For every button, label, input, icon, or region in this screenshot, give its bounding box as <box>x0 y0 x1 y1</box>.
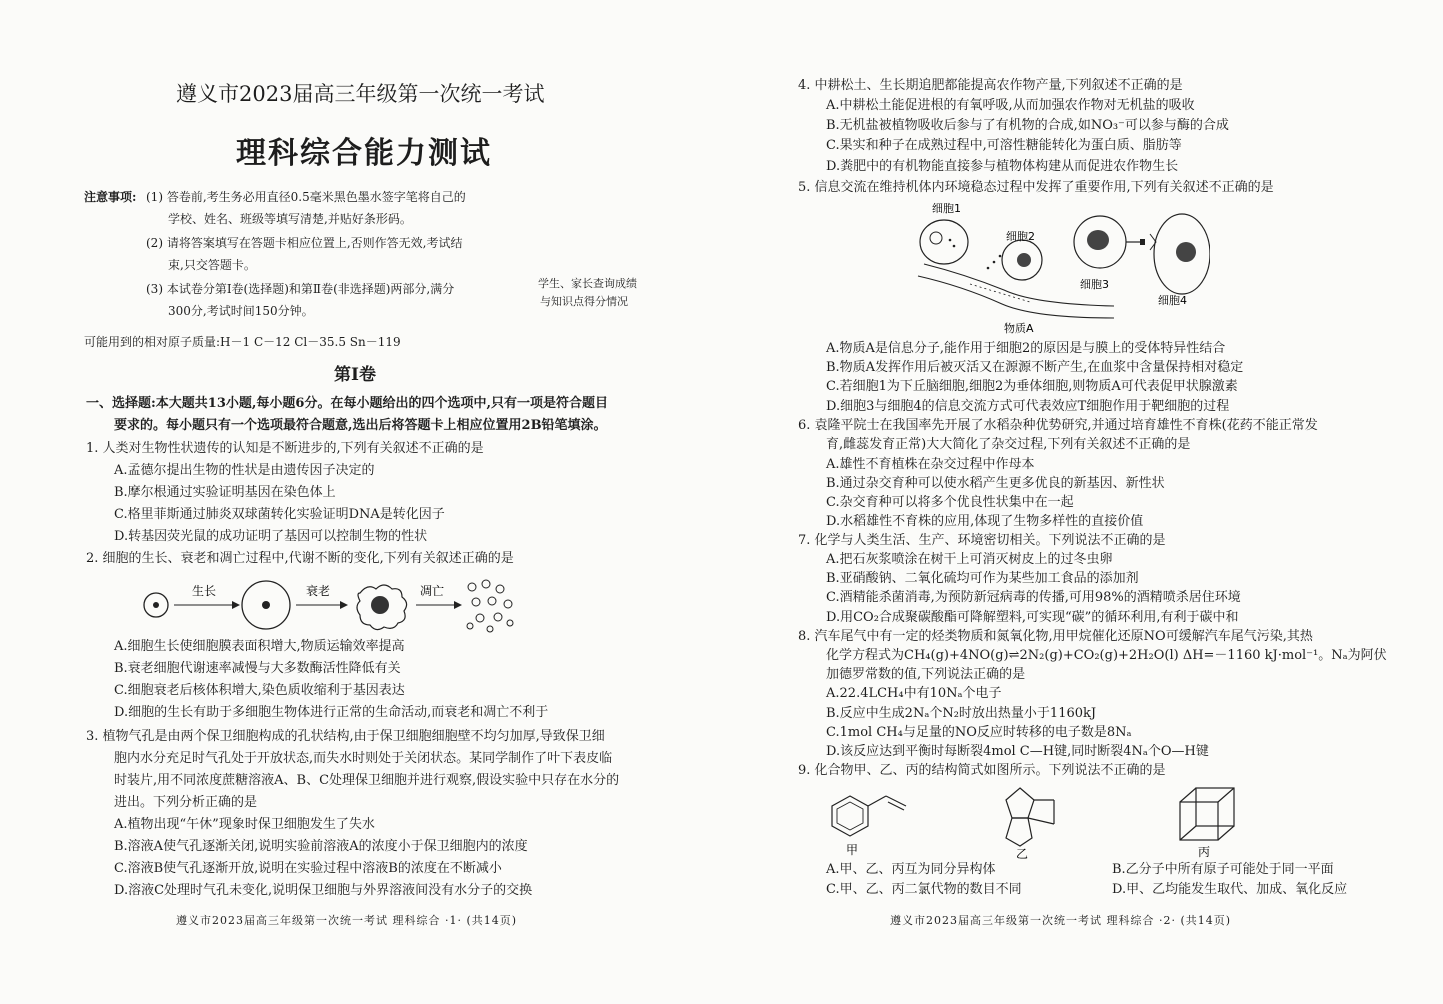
question-4: 4. 中耕松土、生长期追肥都能提高农作物产量,下列叙述不正确的是 <box>798 78 1183 93</box>
label-substance-a: 物质A <box>1004 322 1034 335</box>
q4-option-c: C.果实和种子在成熟过程中,可溶性糖能转化为蛋白质、脂肪等 <box>826 138 1182 153</box>
q8-option-b: B.反应中生成2Nₐ个N₂时放出热量小于1160kJ <box>826 706 1097 721</box>
label-die: 凋亡 <box>420 584 445 598</box>
question-9: 9. 化合物甲、乙、丙的结构简式如图所示。下列说法不正确的是 <box>798 763 1166 778</box>
page-right <box>760 0 1443 1004</box>
q3-option-c: C.溶液B使气孔逐渐开放,说明在实验过程中溶液B的浓度在不断减小 <box>114 861 502 876</box>
q5-option-b: B.物质A发挥作用后被灭活又在源源不断产生,在血浆中含量保持相对稳定 <box>826 360 1244 375</box>
q5-option-a: A.物质A是信息分子,能作用于细胞2的原因是与膜上的受体特异性结合 <box>826 341 1226 356</box>
q2-option-a: A.细胞生长使细胞膜表面积增大,物质运输效率提高 <box>114 639 405 654</box>
q2-option-b: B.衰老细胞代谢速率减慢与大多数酶活性降低有关 <box>114 661 401 676</box>
q6-option-a: A.雄性不育植株在杂交过程中作母本 <box>826 457 1035 472</box>
label-jia: 甲 <box>846 843 859 857</box>
notice-3b: 300分,考试时间150分钟。 <box>168 304 314 318</box>
footer-left: 遵义市2023届高三年级第一次统一考试 理科综合 ·1· (共14页) <box>176 914 518 927</box>
q8-option-d: D.该反应达到平衡时每断裂4mol C—H键,同时断裂4Nₐ个O—H键 <box>826 744 1209 759</box>
q9-option-c: C.甲、乙、丙二氯代物的数目不同 <box>826 882 1022 897</box>
question-6-line-1: 6. 袁隆平院士在我国率先开展了水稻杂种优势研究,并通过培育雄性不育株(花药不能正常发 <box>798 418 1318 433</box>
q3-option-b: B.溶液A使气孔逐渐关闭,说明实验前溶液A的浓度小于保卫细胞内的浓度 <box>114 839 528 854</box>
q1-option-c: C.格里菲斯通过肺炎双球菌转化实验证明DNA是转化因子 <box>114 507 445 522</box>
q7-option-b: B.亚硝酸钠、二氧化硫均可作为某些加工食品的添加剂 <box>826 571 1139 586</box>
page-left <box>0 0 710 1004</box>
atomic-mass-line: 可能用到的相对原子质量:H－1 C－12 Cl－35.5 Sn－119 <box>84 335 401 349</box>
qr-caption-1: 学生、家长查询成绩 <box>538 277 637 290</box>
question-3-line-1: 3. 植物气孔是由两个保卫细胞构成的孔状结构,由于保卫细胞细胞壁不均匀加厚,导致保卫细 <box>86 729 605 744</box>
q1-option-d: D.转基因荧光鼠的成功证明了基因可以控制生物的性状 <box>114 529 428 544</box>
q9-option-a: A.甲、乙、丙互为同分异构体 <box>826 862 996 877</box>
volume-heading: 第Ⅰ卷 <box>334 365 376 385</box>
q6-option-c: C.杂交育种可以将多个优良性状集中在一起 <box>826 495 1074 510</box>
q4-option-a: A.中耕松土能促进根的有氧呼吸,从而加强农作物对无机盐的吸收 <box>826 98 1195 113</box>
notice-2a: (2) 请将答案填写在答题卡相应位置上,否则作答无效,考试结 <box>146 236 463 250</box>
notice-label: 注意事项: <box>84 190 137 204</box>
label-yi: 乙 <box>1016 847 1029 860</box>
q6-option-b: B.通过杂交育种可以使水稻产生更多优良的新基因、新性状 <box>826 476 1165 491</box>
q3-option-a: A.植物出现“午休”现象时保卫细胞发生了失水 <box>114 817 375 832</box>
question-3-line-4: 进出。下列分析正确的是 <box>114 795 258 810</box>
q2-option-d: D.细胞的生长有助于多细胞生物体进行正常的生命活动,而衰老和凋亡不利于 <box>114 705 549 720</box>
q6-option-d: D.水稻雄性不育株的应用,体现了生物多样性的直接价值 <box>826 514 1144 529</box>
qr-caption-2: 与知识点得分情况 <box>540 295 628 308</box>
label-cell-2: 细胞2 <box>1006 230 1035 243</box>
notice-3a: (3) 本试卷分第Ⅰ卷(选择题)和第Ⅱ卷(非选择题)两部分,满分 <box>146 282 455 296</box>
footer-right: 遵义市2023届高三年级第一次统一考试 理科综合 ·2· (共14页) <box>890 914 1232 927</box>
question-3-line-2: 胞内水分充足时气孔处于开放状态,而失水时则处于关闭状态。某同学制作了叶下表皮临 <box>114 751 613 766</box>
q2-option-c: C.细胞衰老后核体积增大,染色质收缩利于基因表达 <box>114 683 405 698</box>
q7-option-a: A.把石灰浆喷涂在树干上可消灭树皮上的过冬虫卵 <box>826 552 1113 567</box>
q1-option-b: B.摩尔根通过实验证明基因在染色体上 <box>114 485 336 500</box>
label-cell-4: 细胞4 <box>1158 294 1187 307</box>
q9-option-d: D.甲、乙均能发生取代、加成、氧化反应 <box>1112 882 1348 897</box>
question-3-line-3: 时装片,用不同浓度蔗糖溶液A、B、C处理保卫细胞并进行观察,假设实验中只存在水分的 <box>114 773 620 788</box>
q4-option-d: D.粪肥中的有机物能直接参与植物体构建从而促进农作物生长 <box>826 159 1179 174</box>
label-cell-1: 细胞1 <box>932 202 961 215</box>
question-8-line-3: 加德罗常数的值,下列说法正确的是 <box>826 667 1026 682</box>
subject-title: 理科综合能力测试 <box>236 136 492 171</box>
question-2: 2. 细胞的生长、衰老和凋亡过程中,代谢不断的变化,下列有关叙述正确的是 <box>86 551 514 566</box>
section-heading-1: 一、选择题:本大题共13小题,每小题6分。在每小题给出的四个选项中,只有一项是符合题目 <box>86 396 608 411</box>
question-6-line-2: 育,雌蕊发育正常)大大简化了杂交过程,下列有关叙述不正确的是 <box>826 437 1191 452</box>
question-5: 5. 信息交流在维持机体内环境稳态过程中发挥了重要作用,下列有关叙述不正确的是 <box>798 180 1274 195</box>
q7-option-d: D.用CO₂合成聚碳酸酯可降解塑料,可实现“碳”的循环利用,有利于碳中和 <box>826 610 1239 625</box>
question-7: 7. 化学与人类生活、生产、环境密切相关。下列说法不正确的是 <box>798 533 1166 548</box>
section-heading-2: 要求的。每小题只有一个选项最符合题意,选出后将答题卡上相应位置用2B铅笔填涂。 <box>114 418 607 433</box>
label-bing: 丙 <box>1198 845 1211 859</box>
notice-2b: 束,只交答题卡。 <box>168 258 256 272</box>
structure-diagrams <box>820 780 1380 860</box>
q9-option-b: B.乙分子中所有原子可能处于同一平面 <box>1112 862 1334 877</box>
question-8-line-1: 8. 汽车尾气中有一定的烃类物质和氮氧化物,用甲烷催化还原NO可缓解汽车尾气污染,其热 <box>798 629 1313 644</box>
q8-option-a: A.22.4LCH₄中有10Nₐ个电子 <box>826 686 1002 701</box>
label-cell-3: 细胞3 <box>1080 278 1109 291</box>
q3-option-d: D.溶液C处理时气孔未变化,说明保卫细胞与外界溶液间没有水分子的交换 <box>114 883 533 898</box>
question-1: 1. 人类对生物性状遗传的认知是不断进步的,下列有关叙述不正确的是 <box>86 441 484 456</box>
q4-option-b: B.无机盐被植物吸收后参与了有机物的合成,如NO₃⁻可以参与酶的合成 <box>826 118 1229 133</box>
question-8-line-2: 化学方程式为CH₄(g)+4NO(g)⇌2N₂(g)+CO₂(g)+2H₂O(l) ΔH=－1160 kJ·mol⁻¹。Nₐ为阿伏 <box>826 648 1387 663</box>
exam-title: 遵义市2023届高三年级第一次统一考试 <box>176 82 545 106</box>
notice-1b: 学校、姓名、班级等填写清楚,并贴好条形码。 <box>168 212 412 226</box>
q5-option-c: C.若细胞1为下丘脑细胞,细胞2为垂体细胞,则物质A可代表促甲状腺激素 <box>826 379 1238 394</box>
q8-option-c: C.1mol CH₄与足量的NO反应时转移的电子数是8Nₐ <box>826 725 1132 740</box>
label-grow: 生长 <box>192 584 217 598</box>
q5-option-d: D.细胞3与细胞4的信息交流方式可代表效应T细胞作用于靶细胞的过程 <box>826 399 1230 414</box>
cell-cycle-diagram <box>140 575 520 635</box>
q7-option-c: C.酒精能杀菌消毒,为预防新冠病毒的传播,可用98%的酒精喷杀居住环境 <box>826 590 1241 605</box>
cell-signaling-diagram <box>910 198 1210 338</box>
q1-option-a: A.孟德尔提出生物的性状是由遗传因子决定的 <box>114 463 375 478</box>
notice-1a: (1) 答卷前,考生务必用直径0.5毫米黑色墨水签字笔将自己的 <box>146 190 466 204</box>
label-age: 衰老 <box>306 584 331 598</box>
